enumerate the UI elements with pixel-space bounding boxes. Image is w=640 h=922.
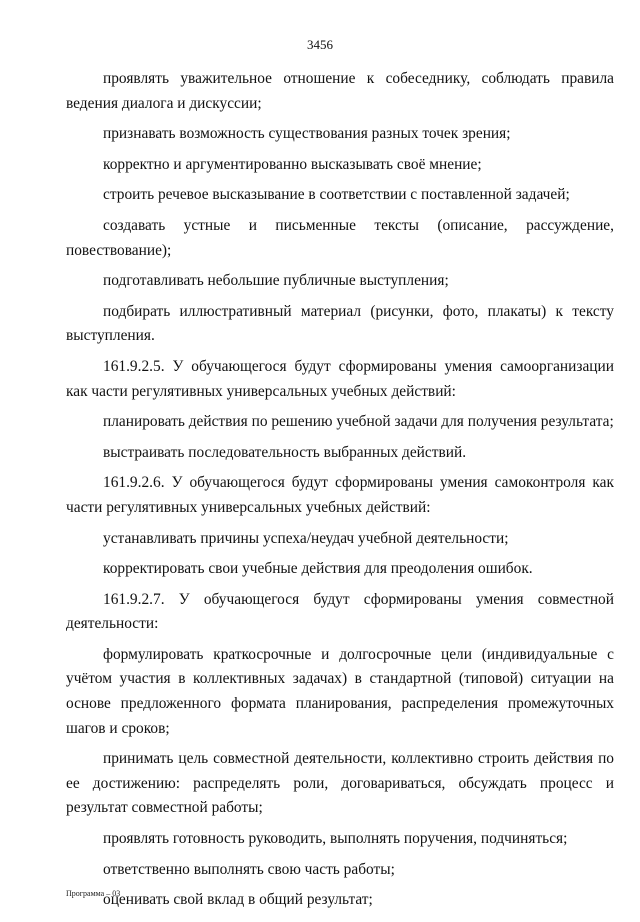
paragraph: подбирать иллюстративный материал (рисунки, фото, плакаты) к тексту выступления. — [66, 302, 614, 345]
body-text — [66, 67, 614, 919]
section-paragraph-161-9-2-7: 161.9.2.7. У обучающегося будут сформированы умения совместной деятельности: — [66, 590, 614, 633]
paragraph: строить речевое высказывание в соответствии с поставленной задачей; — [103, 186, 570, 204]
paragraph: проявлять уважительное отношение к собеседнику, соблюдать правила ведения диалога и дискуссии; — [66, 70, 614, 112]
page-footer: Программа – 03 — [66, 889, 121, 898]
paragraph: выстраивать последовательность выбранных действий. — [103, 443, 467, 461]
paragraph: ответственно выполнять свою часть работы; — [103, 860, 395, 878]
paragraph: корректно и аргументированно высказывать своё мнение; — [103, 155, 482, 173]
paragraph: проявлять готовность руководить, выполнять поручения, подчиняться; — [103, 830, 568, 848]
paragraph: формулировать краткосрочные и долгосрочные цели (индивидуальные с учётом участия в коллективных задачах) в стандартной (типовой) ситуации на основе предложенного формата планирования, распределения промежуточных шагов и сроков; — [66, 645, 614, 737]
paragraph: принимать цель совместной деятельности, коллективно строить действия по ее достижению: распределять роли, договариваться, обсуждать процесс и результат совместной работы; — [66, 750, 614, 817]
paragraph: подготавливать небольшие публичные выступления; — [103, 272, 449, 290]
paragraph: оценивать свой вклад в общий результат; — [103, 891, 373, 909]
paragraph: планировать действия по решению учебной задачи для получения результата; — [103, 413, 614, 431]
section-paragraph-161-9-2-6: 161.9.2.6. У обучающегося будут сформированы умения самоконтроля как части регулятивных универсальных учебных действий: — [66, 474, 614, 516]
paragraph: корректировать свои учебные действия для преодоления ошибок. — [103, 560, 533, 578]
paragraph: устанавливать причины успеха/неудач учебной деятельности; — [103, 529, 509, 547]
section-paragraph-161-9-2-5: 161.9.2.5. У обучающегося будут сформированы умения самоорганизации как части регулятивных универсальных учебных действий: — [66, 357, 614, 400]
paragraph: создавать устные и письменные тексты (описание, рассуждение, повествование); — [66, 216, 614, 259]
paragraph: признавать возможность существования разных точек зрения; — [103, 125, 511, 143]
page-number: 3456 — [307, 37, 333, 52]
